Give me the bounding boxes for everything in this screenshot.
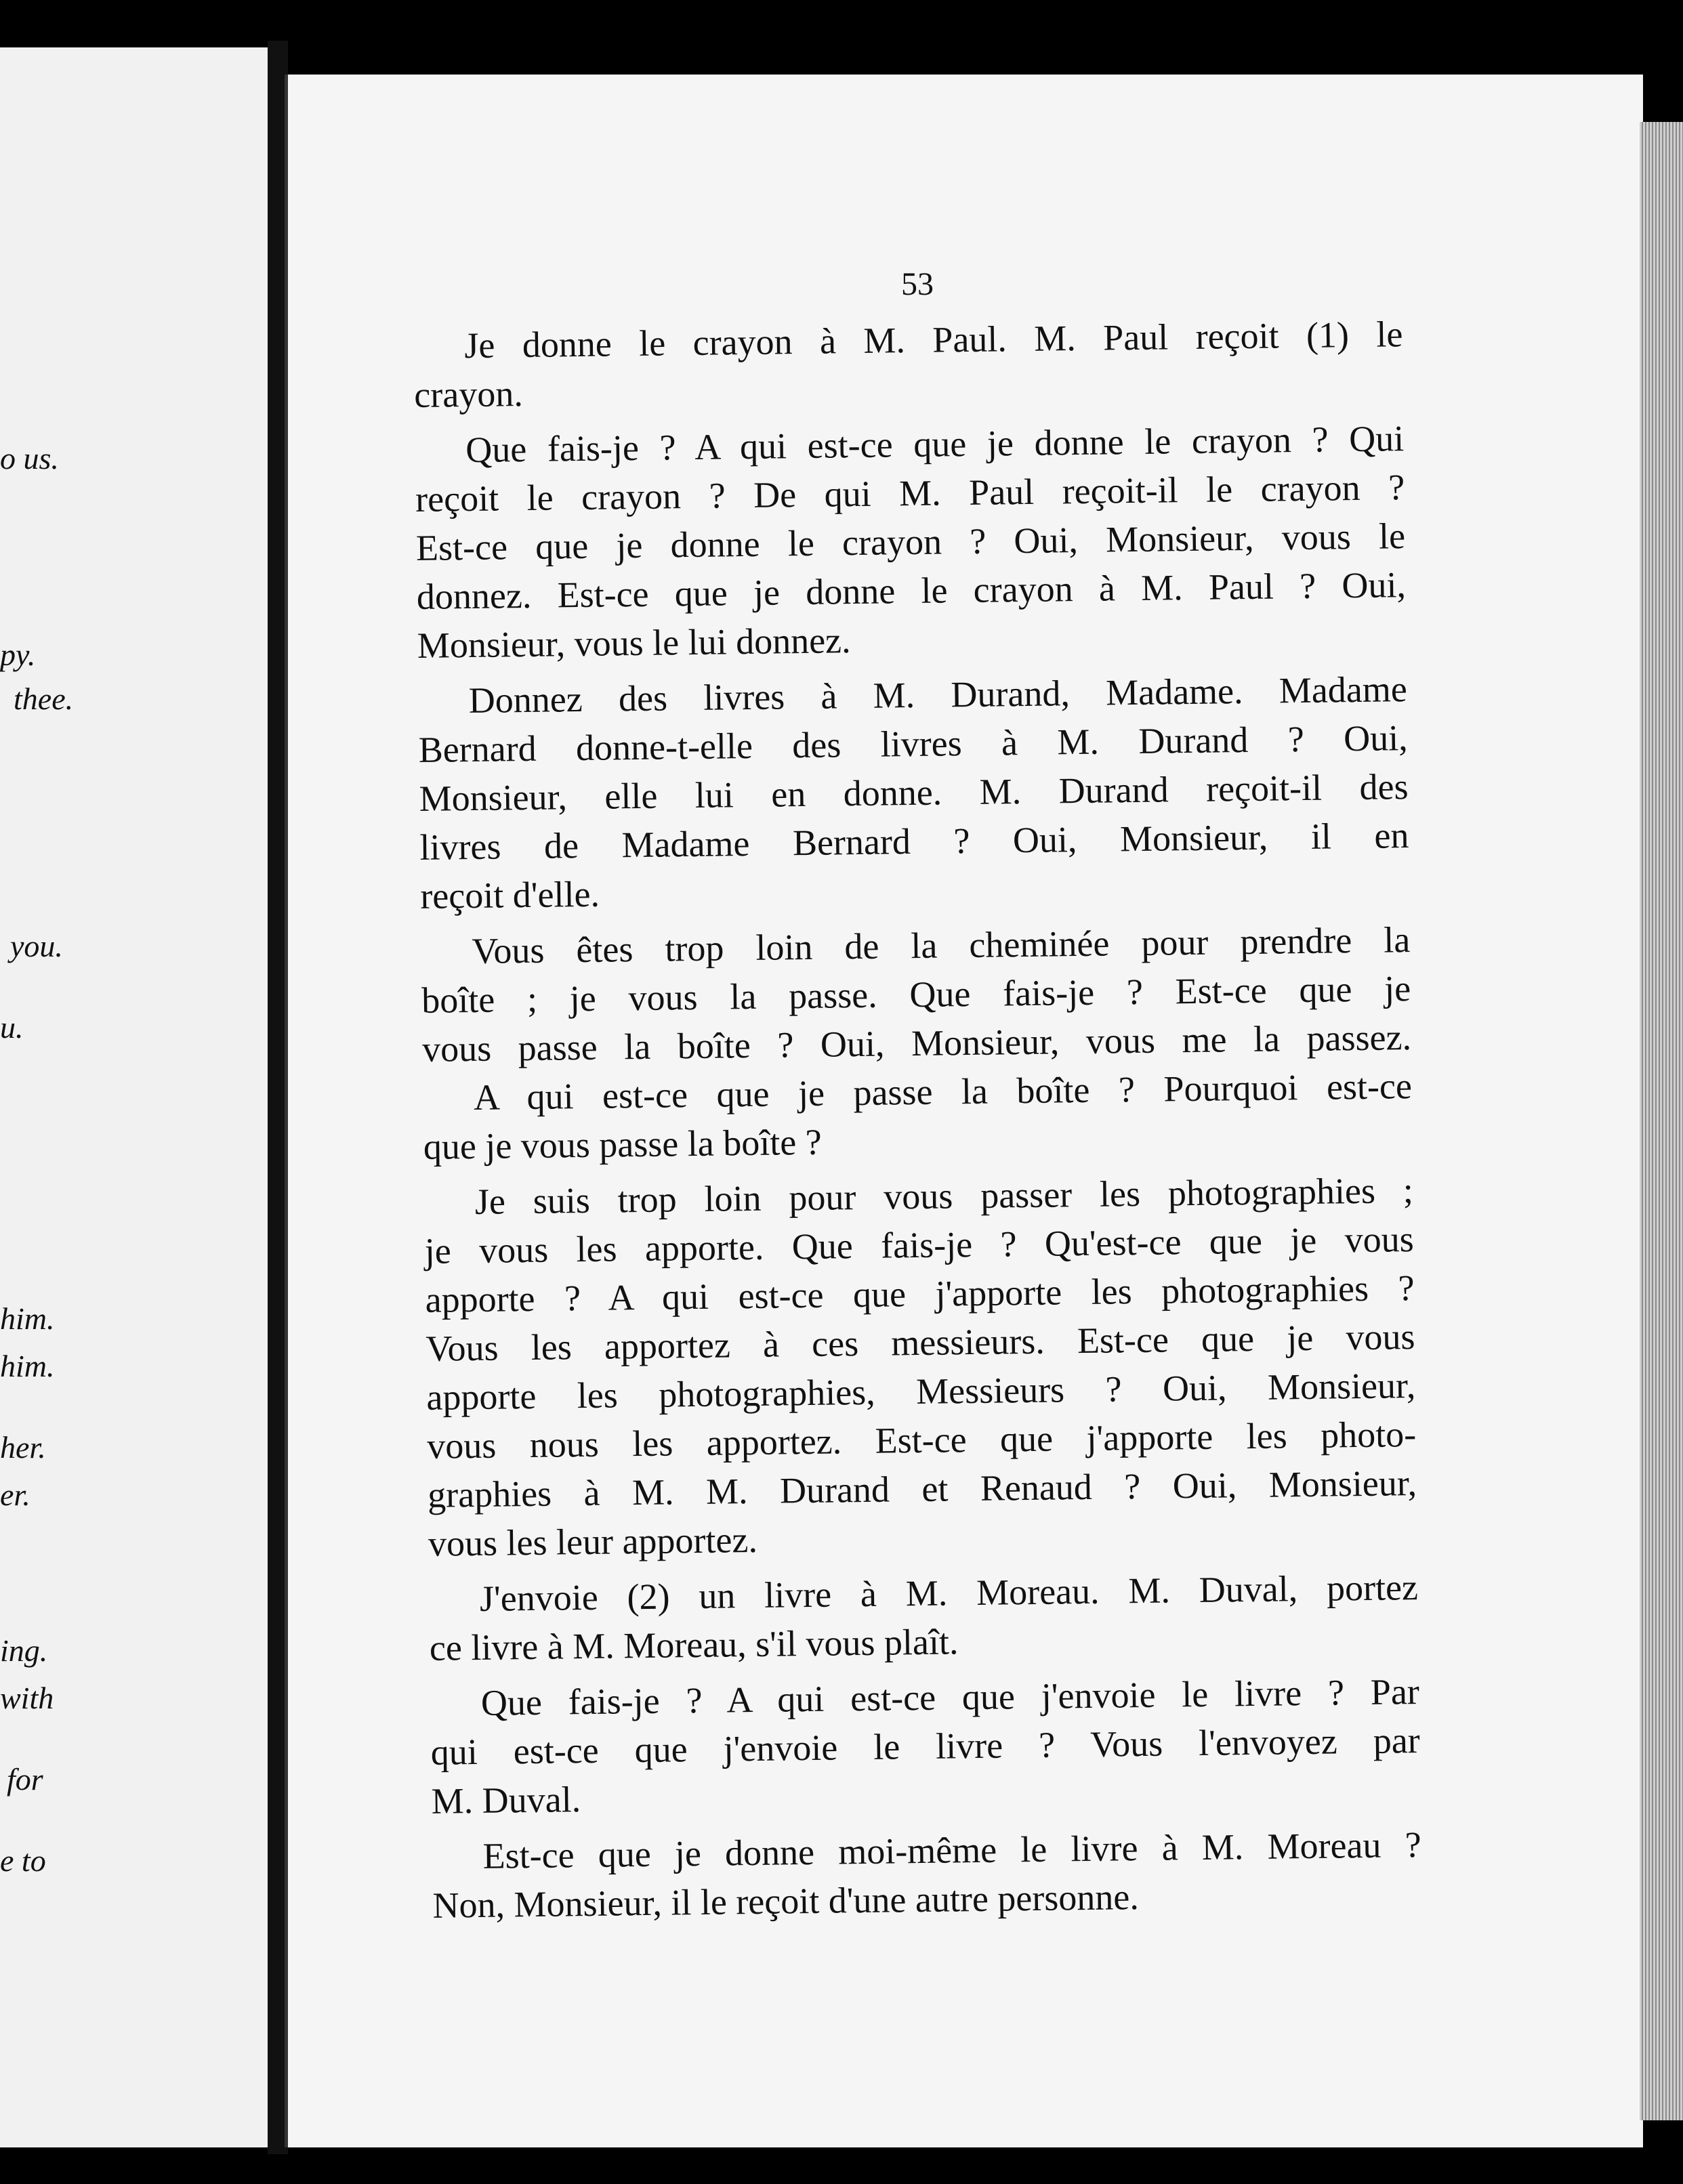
text-line: que je vous passe la boîte ? (423, 1121, 823, 1167)
text-line: apporte ? A qui est-ce que j'apporte les photographies ? (425, 1267, 1415, 1320)
text-line: Vous êtes trop loin de la cheminée pour prendre la (471, 919, 1411, 972)
left-fragment: for (7, 1762, 43, 1797)
text-line: Je donne le crayon à M. Paul. M. Paul reçoit (1) le (464, 314, 1403, 366)
left-fragment: py. (0, 637, 36, 672)
text-line: M. Duval. (431, 1779, 581, 1822)
text-line: crayon. (413, 373, 524, 415)
text-line: Que fais-je ? A qui est-ce que je donne le crayon ? Qui (465, 418, 1405, 471)
text-line: Vous les apportez à ces messieurs. Est-ce que je vous (425, 1316, 1415, 1369)
text-line: Est-ce que je donne le crayon ? Oui, Monsieur, vous le (415, 516, 1406, 568)
left-fragment: o us. (0, 441, 59, 476)
text-line: J'envoie (2) un livre à M. Moreau. M. Duval, portez (479, 1567, 1419, 1619)
page-body (413, 310, 1422, 1930)
left-fragment: er. (0, 1477, 30, 1512)
text-line: Je suis trop loin pour vous passer les photographies ; (474, 1170, 1414, 1222)
text-line: graphies à M. M. Durand et Renaud ? Oui, Monsieur, (427, 1463, 1417, 1515)
left-fragment: thee. (14, 681, 74, 716)
text-line: reçoit le crayon ? De qui M. Paul reçoit-il le crayon ? (415, 467, 1405, 520)
left-fragment: e to (0, 1843, 46, 1878)
text-line: Monsieur, elle lui en donne. M. Durand reçoit-il des (419, 766, 1409, 819)
left-fragment: him. (0, 1301, 55, 1336)
text-line: Est-ce que je donne moi-même le livre à M. Moreau ? (482, 1824, 1421, 1876)
text-line: vous les leur apportez. (428, 1519, 758, 1564)
text-line: A qui est-ce que je passe la boîte ? Pourquoi est-ce (473, 1066, 1413, 1118)
left-fragment: her. (0, 1430, 46, 1465)
text-line: Que fais-je ? A qui est-ce que j'envoie le livre ? Par (480, 1671, 1420, 1723)
page-number: 53 (901, 266, 934, 302)
text-line: Monsieur, vous le lui donnez. (417, 620, 851, 666)
text-line: Bernard donne-t-elle des livres à M. Durand ? Oui, (418, 717, 1408, 770)
left-fragment: ing. (0, 1633, 48, 1668)
text-line: boîte ; je vous la passe. Que fais-je ? Est-ce que je (421, 968, 1411, 1021)
text-line: ce livre à M. Moreau, s'il vous plaît. (429, 1621, 959, 1668)
text-line: apporte les photographies, Messieurs ? Oui, Monsieur, (426, 1365, 1416, 1418)
text-line: je vous les apporte. Que fais-je ? Qu'est-ce que je vous (424, 1219, 1415, 1272)
text-line: qui est-ce que j'envoie le livre ? Vous l'envoyez par (430, 1720, 1421, 1773)
left-fragment: him. (0, 1349, 55, 1383)
left-fragment: u. (0, 1010, 24, 1045)
left-fragment: you. (10, 929, 63, 963)
text-line: Donnez des livres à M. Durand, Madame. Madame (468, 669, 1408, 721)
text-line: livres de Madame Bernard ? Oui, Monsieur, il en (419, 815, 1409, 868)
text-line: Non, Monsieur, il le reçoit d'une autre personne. (432, 1876, 1140, 1926)
left-fragment: with (0, 1681, 54, 1715)
text-line: vous nous les apportez. Est-ce que j'apporte les photo- (426, 1414, 1417, 1467)
left-page-margin (0, 47, 272, 2147)
page-edges (1640, 122, 1683, 2120)
text-line: vous passe la boîte ? Oui, Monsieur, vous me la passez. (421, 1017, 1412, 1070)
text-line: reçoit d'elle. (419, 873, 600, 917)
text-line: donnez. Est-ce que je donne le crayon à M. Paul ? Oui, (416, 564, 1407, 617)
